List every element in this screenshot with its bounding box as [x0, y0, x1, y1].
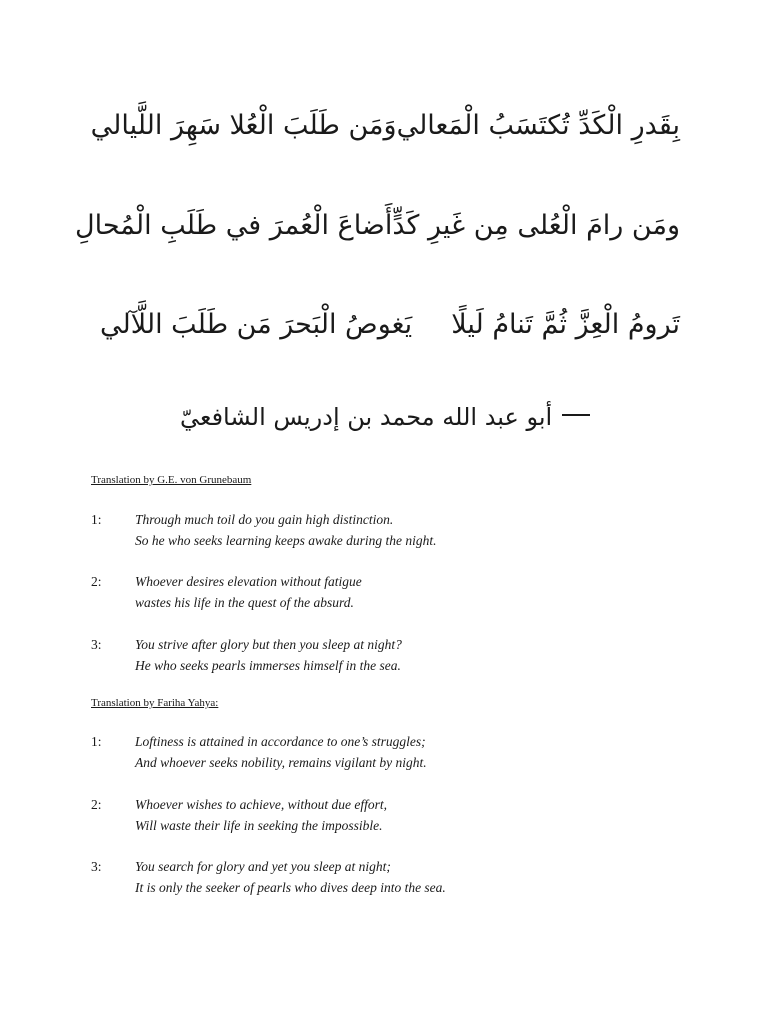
verse-number: 3: [91, 637, 102, 652]
translation-heading-yahya: Translation by Fariha Yahya: [91, 697, 219, 709]
verse-line: Loftiness is attained in accordance to one’s struggles; [135, 734, 426, 749]
poem-verse-1-first-hemistich: بِقَدرِ الْكَدِّ تُكتَسَبُ الْمَعالي [396, 110, 680, 141]
verse-line: Whoever wishes to achieve, without due effort, [135, 797, 387, 812]
verse-line: wastes his life in the quest of the absurd. [135, 595, 354, 610]
verse-number: 1: [91, 734, 102, 749]
verse-number: 1: [91, 512, 102, 527]
poem-verse-2 [75, 206, 680, 246]
verse-line: And whoever seeks nobility, remains vigilant by night. [135, 755, 427, 770]
attribution-author: أبو عبد الله محمد بن إدريس الشافعيّ [180, 403, 553, 431]
verse-line: He who seeks pearls immerses himself in the sea. [135, 658, 401, 673]
verse-line: It is only the seeker of pearls who dives deep into the sea. [135, 880, 446, 895]
poem-verse-3 [100, 305, 680, 345]
poem-verse-1 [90, 106, 680, 146]
verse-number: 2: [91, 574, 102, 589]
poem-attribution [180, 400, 590, 434]
verse-line: Will waste their life in seeking the impossible. [135, 818, 383, 833]
attribution-dash [562, 414, 590, 416]
verse-line: Through much toil do you gain high distinction. [135, 512, 394, 527]
verse-number: 2: [91, 797, 102, 812]
poem-verse-2-second-hemistich: أَضاعَ الْعُمرَ في طَلَبِ الْمُحالِ [75, 210, 393, 241]
verse-line: You strive after glory but then you sleep at night? [135, 637, 402, 652]
poem-verse-3-first-hemistich: تَرومُ الْعِزَّ ثُمَّ تَنامُ لَيلًا [451, 309, 680, 340]
verse-line: You search for glory and yet you sleep at night; [135, 859, 391, 874]
poem-verse-2-first-hemistich: ومَن رامَ الْعُلى مِن غَيرِ كَدٍّ [392, 210, 680, 241]
verse-line: Whoever desires elevation without fatigue [135, 574, 362, 589]
verse-number: 3: [91, 859, 102, 874]
poem-verse-3-second-hemistich: يَغوصُ الْبَحرَ مَن طَلَبَ اللَّآلي [100, 309, 413, 340]
translation-heading-grunebaum: Translation by G.E. von Grunebaum [91, 474, 252, 486]
poem-verse-1-second-hemistich: وَمَن طَلَبَ الْعُلا سَهِرَ اللَّيالي [90, 110, 397, 141]
verse-line: So he who seeks learning keeps awake during the night. [135, 533, 437, 548]
